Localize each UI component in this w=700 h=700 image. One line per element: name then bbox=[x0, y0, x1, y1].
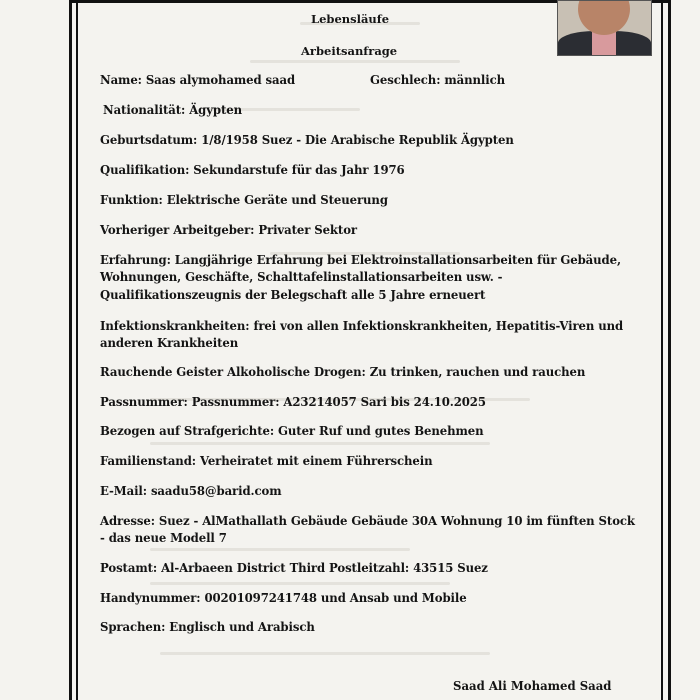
field-rauchen: Rauchende Geister Alkoholische Drogen: Zu trinken, rauchen und rauchen bbox=[100, 365, 586, 379]
field-adresse-line: Adresse: Suez - AlMathallath Gebäude Gebäude 30A Wohnung 10 im fünften Stock bbox=[100, 514, 635, 528]
field-qualifikation: Qualifikation: Sekundarstufe für das Jahr 1976 bbox=[100, 163, 405, 177]
scan-bleed bbox=[150, 442, 490, 445]
document-title: Lebensläufe bbox=[311, 12, 390, 26]
field-infektionskrankheiten bbox=[100, 318, 630, 353]
field-funktion: Funktion: Elektrische Geräte und Steuerung bbox=[100, 193, 388, 207]
photo-face bbox=[578, 0, 630, 35]
field-strafgerichte: Bezogen auf Strafgerichte: Guter Ruf und gutes Benehmen bbox=[100, 424, 484, 438]
document-subtitle: Arbeitsanfrage bbox=[301, 44, 398, 58]
portrait-photo bbox=[557, 0, 652, 56]
field-adresse-line: - das neue Modell 7 bbox=[100, 531, 227, 546]
field-passnummer: Passnummer: Passnummer: A23214057 Sari bis 24.10.2025 bbox=[100, 395, 486, 409]
field-postamt: Postamt: Al-Arbaeen District Third Postleitzahl: 43515 Suez bbox=[100, 561, 488, 575]
scan-bleed bbox=[150, 548, 410, 551]
scan-bleed bbox=[150, 582, 450, 585]
page-border-right-outer bbox=[668, 0, 671, 700]
field-name: Name: Saas alymohamed saad bbox=[100, 73, 296, 87]
field-erfahrung-line: Erfahrung: Langjährige Erfahrung bei Elektroinstallationsarbeiten für Gebäude, bbox=[100, 253, 621, 267]
field-familienstand: Familienstand: Verheiratet mit einem Führerschein bbox=[100, 454, 433, 468]
page-border-right-inner bbox=[661, 0, 663, 700]
scan-bleed bbox=[250, 60, 460, 63]
page-border-left-inner bbox=[76, 0, 78, 700]
field-erfahrung bbox=[100, 252, 630, 304]
field-infektion-line: anderen Krankheiten bbox=[100, 336, 239, 351]
field-geburtsdatum: Geburtsdatum: 1/8/1958 Suez - Die Arabische Republik Ägypten bbox=[100, 133, 514, 147]
field-arbeitgeber: Vorheriger Arbeitgeber: Privater Sektor bbox=[100, 223, 357, 237]
field-erfahrung-line: Qualifikationszeugnis der Belegschaft alle 5 Jahre erneuert bbox=[100, 287, 486, 302]
scan-bleed bbox=[160, 652, 490, 655]
field-email: E-Mail: saadu58@barid.com bbox=[100, 484, 282, 498]
field-adresse bbox=[100, 513, 635, 548]
field-geschlecht: Geschlech: männlich bbox=[370, 73, 506, 87]
field-handynummer: Handynummer: 00201097241748 und Ansab und Mobile bbox=[100, 591, 467, 605]
field-erfahrung-line: Wohnungen, Geschäfte, Schalttafelinstallationsarbeiten usw. - bbox=[100, 270, 503, 285]
signature-name: Saad Ali Mohamed Saad bbox=[453, 679, 612, 693]
field-nationalitaet: Nationalität: Ägypten bbox=[103, 103, 243, 117]
page-border-left-outer bbox=[69, 0, 72, 700]
field-sprachen: Sprachen: Englisch und Arabisch bbox=[100, 620, 315, 634]
field-infektion-line: Infektionskrankheiten: frei von allen Infektionskrankheiten, Hepatitis-Viren und bbox=[100, 319, 624, 333]
